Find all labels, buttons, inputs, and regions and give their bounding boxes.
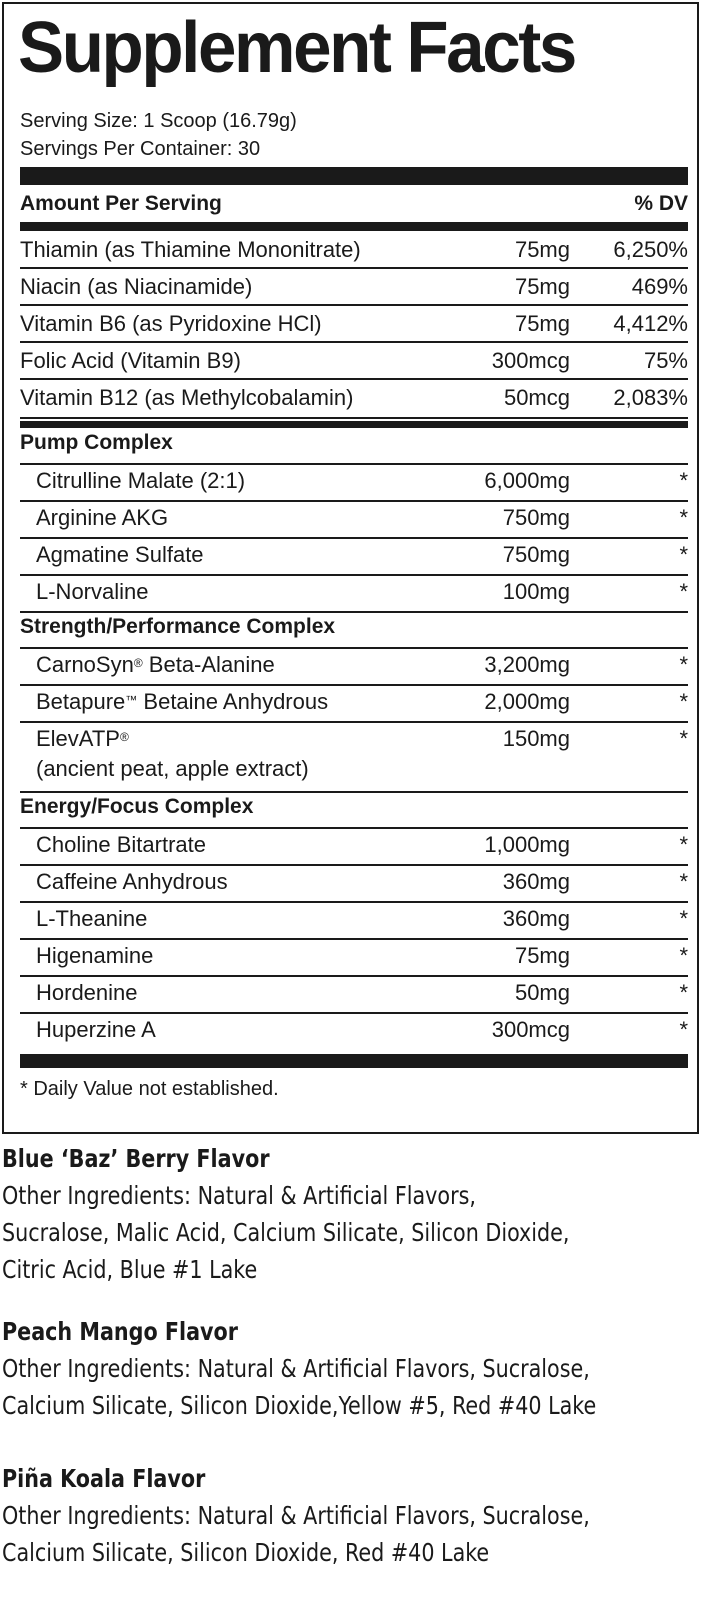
section-title: Strength/Performance Complex bbox=[20, 615, 336, 638]
nutrient-name: Niacin (as Niacinamide) bbox=[20, 274, 253, 299]
section-title: Pump Complex bbox=[20, 431, 173, 454]
nutrient-row bbox=[20, 721, 688, 789]
thick-divider bbox=[20, 167, 688, 185]
servings-per-container: Servings Per Container: 30 bbox=[20, 138, 261, 160]
nutrient-dv: 75% bbox=[643, 348, 688, 373]
nutrient-dv: * bbox=[679, 869, 688, 894]
flavor-name: Piña Koala Flavor bbox=[2, 1464, 206, 1493]
flavor-ingredients-line: Other Ingredients: Natural & Artificial Flavors, bbox=[2, 1181, 476, 1210]
panel-title: Supplement Facts bbox=[18, 8, 575, 88]
nutrient-row bbox=[20, 647, 688, 683]
nutrient-name: Hordenine bbox=[36, 980, 138, 1005]
nutrient-row bbox=[20, 380, 688, 416]
supplement-facts-panel bbox=[2, 2, 699, 1134]
nutrient-amount: 75mg bbox=[514, 943, 570, 968]
dv-label: % DV bbox=[634, 192, 688, 215]
nutrient-name: L-Theanine bbox=[36, 906, 148, 931]
nutrient-dv: * bbox=[679, 943, 688, 968]
nutrient-amount: 75mg bbox=[514, 237, 570, 262]
nutrient-amount: 75mg bbox=[514, 274, 570, 299]
nutrient-row bbox=[20, 1012, 688, 1048]
nutrient-name: Agmatine Sulfate bbox=[36, 542, 204, 567]
nutrient-row bbox=[20, 975, 688, 1011]
nutrient-name: Arginine AKG bbox=[36, 505, 169, 530]
nutrient-dv: * bbox=[679, 726, 688, 751]
nutrient-dv: 469% bbox=[631, 274, 688, 299]
nutrient-row bbox=[20, 574, 688, 610]
nutrient-amount: 100mg bbox=[502, 579, 570, 604]
nutrient-dv: * bbox=[679, 980, 688, 1005]
footnote: * Daily Value not established. bbox=[20, 1078, 279, 1100]
flavor-name: Blue ‘Baz’ Berry Flavor bbox=[2, 1144, 270, 1173]
trademark-mark: ® bbox=[133, 656, 143, 670]
medium-divider bbox=[20, 222, 688, 231]
nutrient-amount: 1,000mg bbox=[484, 832, 570, 857]
nutrient-dv: * bbox=[679, 689, 688, 714]
flavor-ingredients-line: Sucralose, Malic Acid, Calcium Silicate, Silicon Dioxide, bbox=[2, 1218, 570, 1247]
row-divider bbox=[20, 417, 688, 419]
section-title: Energy/Focus Complex bbox=[20, 795, 254, 818]
nutrient-dv: 2,083% bbox=[613, 385, 688, 410]
nutrient-dv: * bbox=[679, 542, 688, 567]
nutrient-row bbox=[20, 684, 688, 720]
nutrient-name: CarnoSyn® Beta-Alanine bbox=[36, 652, 275, 677]
trademark-mark: ® bbox=[119, 730, 129, 744]
nutrient-row bbox=[20, 901, 688, 937]
nutrient-amount: 360mg bbox=[502, 906, 570, 931]
flavor-ingredients-line: Other Ingredients: Natural & Artificial Flavors, Sucralose, bbox=[2, 1501, 590, 1530]
nutrient-amount: 75mg bbox=[514, 311, 570, 336]
nutrient-amount: 150mg bbox=[502, 726, 570, 751]
nutrient-dv: 6,250% bbox=[613, 237, 688, 262]
nutrient-amount: 750mg bbox=[502, 542, 570, 567]
row-divider bbox=[20, 791, 688, 793]
nutrient-row bbox=[20, 343, 688, 379]
serving-size: Serving Size: 1 Scoop (16.79g) bbox=[20, 110, 297, 132]
flavor-block bbox=[2, 1460, 590, 1571]
nutrient-name: Choline Bitartrate bbox=[36, 832, 206, 857]
flavor-block bbox=[2, 1140, 569, 1288]
section-divider bbox=[20, 421, 688, 428]
nutrient-name: Higenamine bbox=[36, 943, 154, 968]
flavor-block bbox=[2, 1313, 596, 1424]
nutrient-amount: 2,000mg bbox=[484, 689, 570, 714]
nutrient-name: ElevATP® bbox=[36, 726, 129, 751]
nutrient-amount: 300mcg bbox=[491, 348, 570, 373]
nutrient-amount: 6,000mg bbox=[484, 468, 570, 493]
nutrient-row bbox=[20, 537, 688, 573]
nutrient-row bbox=[20, 864, 688, 900]
nutrient-row bbox=[20, 232, 688, 268]
flavor-ingredients-line: Citric Acid, Blue #1 Lake bbox=[2, 1255, 258, 1284]
nutrient-name: L-Norvaline bbox=[36, 579, 149, 604]
nutrient-row bbox=[20, 463, 688, 499]
nutrient-amount: 750mg bbox=[502, 505, 570, 530]
nutrient-name: Thiamin (as Thiamine Mononitrate) bbox=[20, 237, 361, 262]
flavor-ingredients-line: Calcium Silicate, Silicon Dioxide, Red #40 Lake bbox=[2, 1538, 490, 1567]
nutrient-amount: 3,200mg bbox=[484, 652, 570, 677]
nutrient-name: Folic Acid (Vitamin B9) bbox=[20, 348, 241, 373]
nutrient-row bbox=[20, 827, 688, 863]
nutrient-dv: 4,412% bbox=[613, 311, 688, 336]
nutrient-name-line2: (ancient peat, apple extract) bbox=[36, 756, 309, 781]
nutrient-dv: * bbox=[679, 832, 688, 857]
nutrient-row bbox=[20, 306, 688, 342]
nutrient-name: Citrulline Malate (2:1) bbox=[36, 468, 246, 493]
nutrient-dv: * bbox=[679, 1017, 688, 1042]
nutrient-amount: 50mg bbox=[514, 980, 570, 1005]
nutrient-name: Huperzine A bbox=[36, 1017, 156, 1042]
nutrient-dv: * bbox=[679, 505, 688, 530]
bottom-divider bbox=[20, 1054, 688, 1068]
amount-per-serving-label: Amount Per Serving bbox=[20, 192, 222, 215]
flavor-ingredients-line: Other Ingredients: Natural & Artificial Flavors, Sucralose, bbox=[2, 1354, 590, 1383]
nutrient-name: Vitamin B6 (as Pyridoxine HCl) bbox=[20, 311, 322, 336]
row-divider bbox=[20, 611, 688, 613]
amount-header bbox=[20, 192, 688, 216]
nutrient-name: Vitamin B12 (as Methylcobalamin) bbox=[20, 385, 354, 410]
nutrient-name: Caffeine Anhydrous bbox=[36, 869, 228, 894]
nutrient-dv: * bbox=[679, 652, 688, 677]
nutrient-row bbox=[20, 938, 688, 974]
trademark-mark: ™ bbox=[125, 693, 138, 707]
nutrient-row bbox=[20, 500, 688, 536]
nutrient-row bbox=[20, 269, 688, 305]
nutrient-name: Betapure™ Betaine Anhydrous bbox=[36, 689, 329, 714]
flavor-name: Peach Mango Flavor bbox=[2, 1317, 238, 1346]
nutrient-amount: 360mg bbox=[502, 869, 570, 894]
nutrient-dv: * bbox=[679, 906, 688, 931]
flavor-ingredients-line: Calcium Silicate, Silicon Dioxide,Yellow #5, Red #40 Lake bbox=[2, 1391, 597, 1420]
nutrient-amount: 300mcg bbox=[491, 1017, 570, 1042]
nutrient-dv: * bbox=[679, 579, 688, 604]
nutrient-amount: 50mcg bbox=[503, 385, 570, 410]
nutrient-dv: * bbox=[679, 468, 688, 493]
